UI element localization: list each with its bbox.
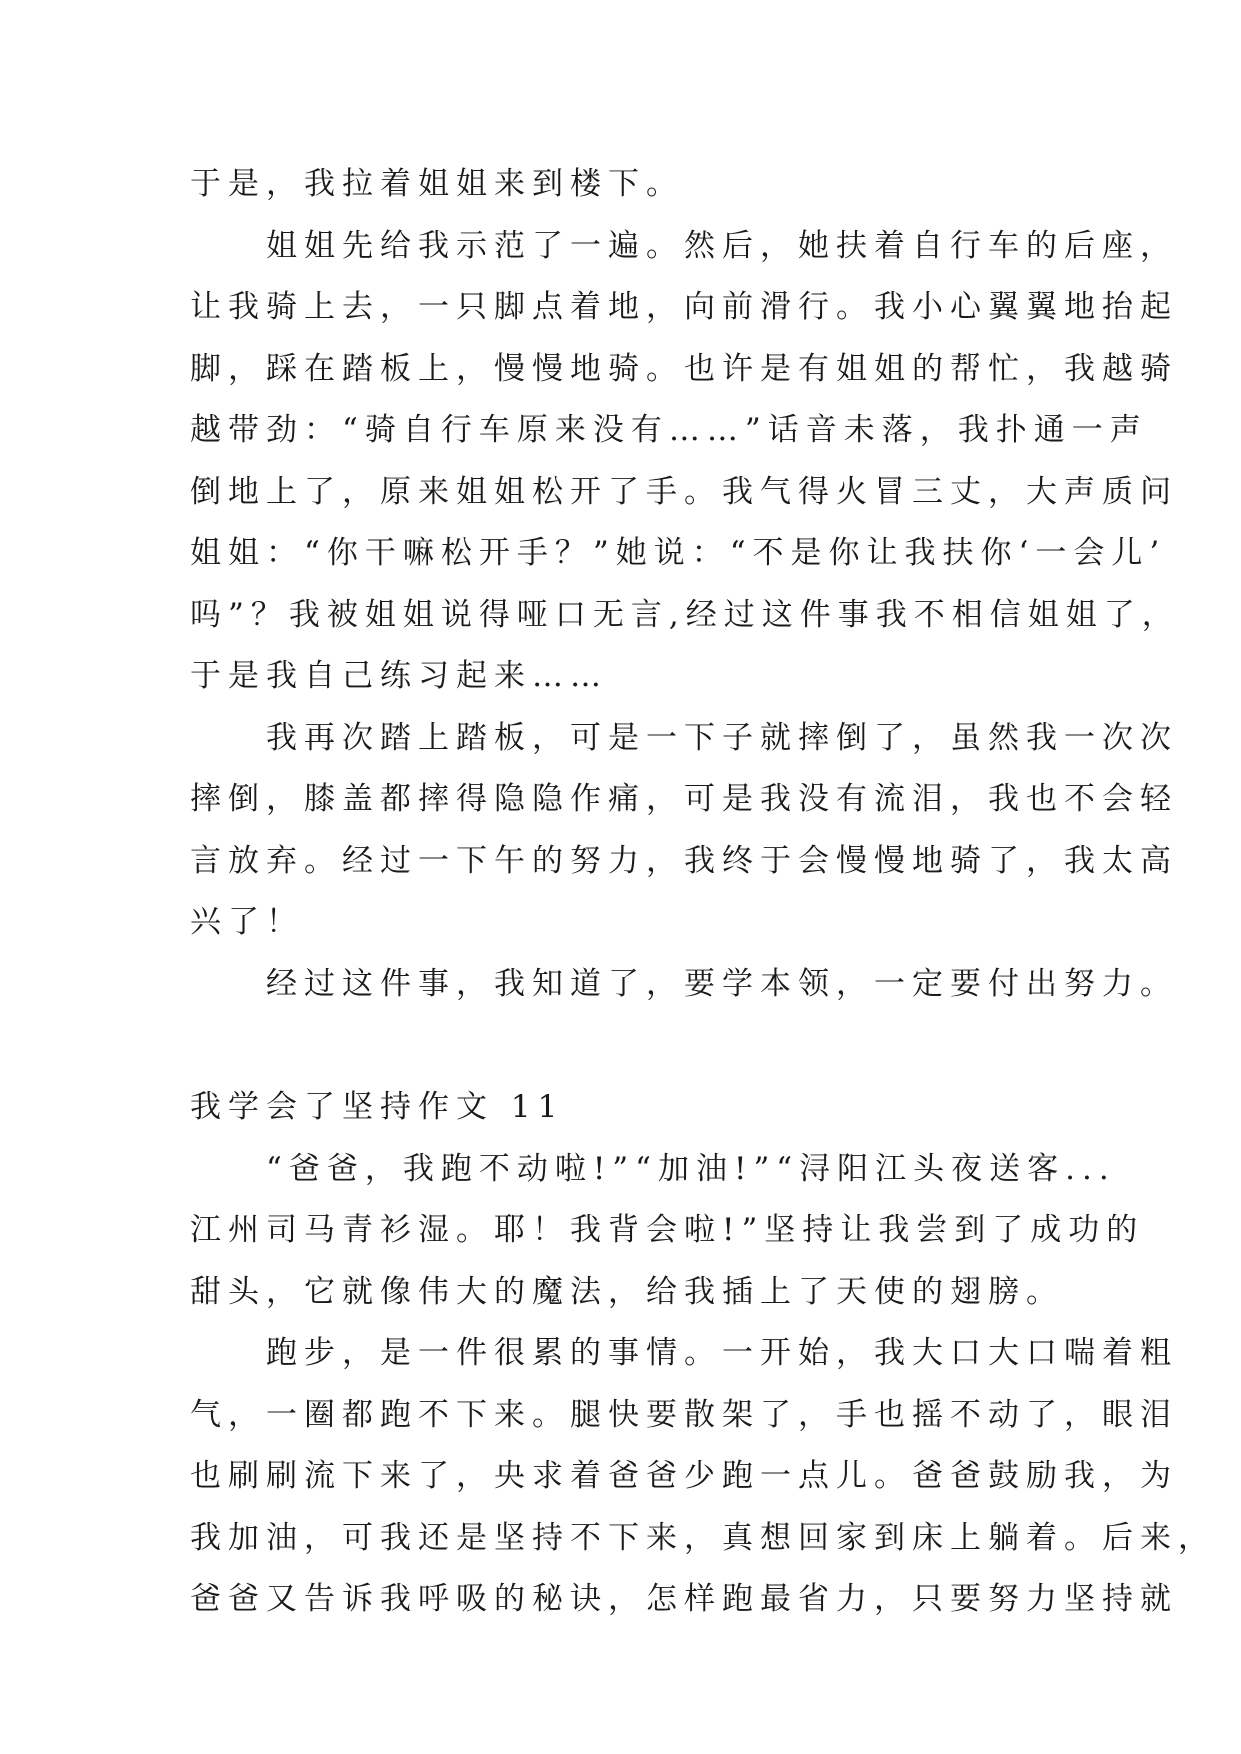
text-line: 经过这件事，我知道了，要学本领，一定要付出努力。 xyxy=(190,966,1178,1002)
text-line: 言放弃。经过一下午的努力，我终于会慢慢地骑了，我太高 xyxy=(190,843,1178,879)
text-line: 跑步，是一件很累的事情。一开始，我大口大口喘着粗 xyxy=(190,1335,1178,1371)
text-line: 兴了！ xyxy=(190,904,304,940)
text-line: 也刷刷流下来了，央求着爸爸少跑一点儿。爸爸鼓励我，为 xyxy=(190,1458,1178,1494)
text-line: 越带劲：“骑自行车原来没有……”话音未落，我扑通一声 xyxy=(190,412,1148,448)
text-line: 于是我自己练习起来…… xyxy=(190,658,608,694)
text-line: 江州司马青衫湿。耶！我背会啦!”坚持让我尝到了成功的 xyxy=(190,1212,1145,1248)
text-line: 气，一圈都跑不下来。腿快要散架了，手也摇不动了，眼泪 xyxy=(190,1397,1178,1433)
text-line: 姐姐：“你干嘛松开手？”她说：“不是你让我扶你‘一会儿’ xyxy=(190,535,1167,571)
text-line: 让我骑上去，一只脚点着地，向前滑行。我小心翼翼地抬起 xyxy=(190,289,1178,325)
section-title: 我学会了坚持作文 11 xyxy=(190,1089,565,1125)
text-line: 倒地上了，原来姐姐松开了手。我气得火冒三丈，大声质问 xyxy=(190,474,1178,510)
text-line: “爸爸，我跑不动啦!”“加油!”“浔阳江头夜送客... xyxy=(190,1151,1116,1187)
text-line: 甜头，它就像伟大的魔法，给我插上了天使的翅膀。 xyxy=(190,1274,1064,1310)
text-line: 脚，踩在踏板上，慢慢地骑。也许是有姐姐的帮忙，我越骑 xyxy=(190,351,1178,387)
text-line: 于是，我拉着姐姐来到楼下。 xyxy=(190,166,684,202)
text-line: 姐姐先给我示范了一遍。然后，她扶着自行车的后座， xyxy=(190,228,1178,264)
text-line: 摔倒，膝盖都摔得隐隐作痛，可是我没有流泪，我也不会轻 xyxy=(190,781,1178,817)
text-line: 吗”？我被姐姐说得哑口无言,经过这件事我不相信姐姐了， xyxy=(190,597,1180,633)
text-line: 我再次踏上踏板，可是一下子就摔倒了，虽然我一次次 xyxy=(190,720,1178,756)
text-line: 爸爸又告诉我呼吸的秘诀，怎样跑最省力，只要努力坚持就 xyxy=(190,1581,1178,1617)
text-line: 我加油，可我还是坚持不下来，真想回家到床上躺着。后来， xyxy=(190,1520,1216,1556)
